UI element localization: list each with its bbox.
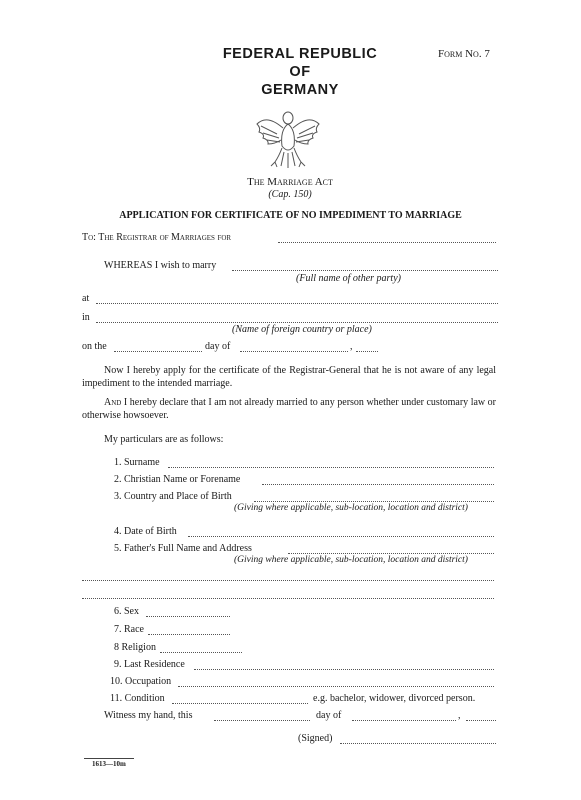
in-label: in [82, 312, 90, 323]
other-party-name-field[interactable] [232, 270, 498, 271]
signed-label: (Signed) [298, 733, 333, 744]
surname-field[interactable] [168, 467, 494, 468]
day-of-label: day of [205, 341, 231, 352]
christian-name-label: 2. Christian Name or Forename [114, 474, 241, 485]
occupation-label: 10. Occupation [110, 676, 172, 687]
race-label: 7. Race [114, 624, 144, 635]
country-birth-field[interactable] [254, 501, 494, 502]
date-comma: , [350, 341, 353, 352]
act-cap: (Cap. 150) [268, 189, 312, 200]
signature-field[interactable] [340, 743, 496, 744]
footer-code: 1613—10m [92, 760, 126, 768]
sex-label: 6. Sex [114, 606, 139, 617]
country-birth-hint: (Giving where applicable, sub-location, location and district) [234, 503, 468, 513]
witness-month-field[interactable] [352, 720, 456, 721]
declaration-paragraph [82, 396, 496, 422]
registrar-location-field[interactable] [278, 242, 496, 243]
other-party-hint: (Full name of other party) [296, 273, 401, 284]
father-label: 5. Father's Full Name and Address [114, 543, 252, 554]
last-residence-label: 9. Last Residence [114, 659, 185, 670]
country-field[interactable] [96, 322, 498, 323]
particulars-intro: My particulars are as follows: [104, 434, 224, 445]
witness-comma: , [458, 710, 461, 721]
form-number: Form No. 7 [438, 48, 490, 60]
footer-rule [84, 758, 134, 759]
occupation-field[interactable] [178, 686, 494, 687]
sex-field[interactable] [146, 616, 230, 617]
year-field[interactable] [356, 351, 378, 352]
date-of-birth-label: 4. Date of Birth [114, 526, 177, 537]
condition-label: 11. Condition [110, 693, 165, 704]
religion-field[interactable] [160, 652, 242, 653]
witness-label: Witness my hand, this [104, 710, 193, 721]
christian-name-field[interactable] [262, 484, 494, 485]
whereas-label: WHEREAS I wish to marry [104, 260, 217, 271]
application-heading: APPLICATION FOR CERTIFICATE OF NO IMPEDIMENT TO MARRIAGE [119, 210, 462, 221]
last-residence-field[interactable] [194, 669, 494, 670]
declaration-lead: And [104, 397, 122, 408]
witness-day-of-label: day of [316, 710, 342, 721]
header-title-line3: GERMANY [261, 82, 339, 98]
condition-field[interactable] [172, 703, 308, 704]
at-place-field[interactable] [96, 303, 498, 304]
father-address-line2[interactable] [82, 598, 494, 599]
declaration-text: I hereby declare that I am not already married to any person whether under customary law or otherwise howsoever. [82, 397, 496, 421]
application-paragraph: Now I hereby apply for the certificate of the Registrar-General that he is not aware of any legal impediment to the intended marriage. [82, 365, 496, 389]
father-address-line1[interactable] [82, 580, 494, 581]
witness-day-field[interactable] [214, 720, 310, 721]
on-the-label: on the [82, 341, 107, 352]
header-title-line1: FEDERAL REPUBLIC [222, 46, 378, 62]
act-name: The Marriage Act [247, 176, 333, 188]
country-hint: (Name of foreign country or place) [232, 324, 372, 335]
surname-label: 1. Surname [114, 457, 160, 468]
date-of-birth-field[interactable] [188, 536, 494, 537]
race-field[interactable] [148, 634, 230, 635]
witness-year-field[interactable] [466, 720, 496, 721]
father-hint: (Giving where applicable, sub-location, location and district) [234, 555, 468, 565]
at-label: at [82, 293, 90, 304]
father-field[interactable] [288, 553, 494, 554]
country-birth-label: 3. Country and Place of Birth [114, 491, 232, 502]
month-field[interactable] [240, 351, 348, 352]
addressee-label: To: The Registrar of Marriages for [82, 232, 232, 243]
federal-eagle-emblem [255, 104, 321, 172]
day-field[interactable] [114, 351, 202, 352]
header-title-line2: OF [289, 64, 311, 80]
religion-label: 8 Religion [114, 642, 156, 653]
condition-example: e.g. bachelor, widower, divorced person. [313, 693, 476, 704]
